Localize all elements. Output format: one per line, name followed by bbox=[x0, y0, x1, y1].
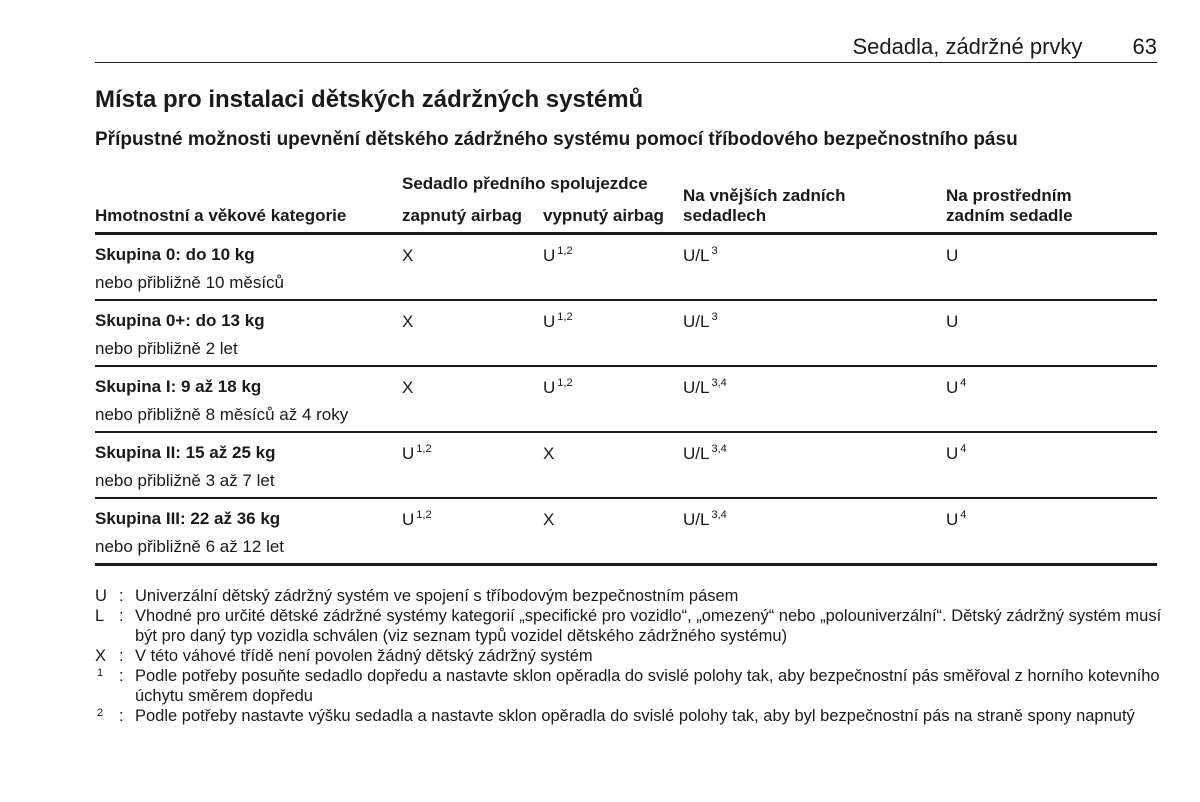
cell-airbag-on: X bbox=[402, 312, 414, 331]
legend-text: Univerzální dětský zádržný systém ve spojení s tříbodovým bezpečnostním pásem bbox=[135, 587, 739, 605]
cell-airbag-off: U $^{1,2}$ bbox=[543, 311, 573, 331]
cell-outer-rear: U/L $^3$ bbox=[683, 245, 718, 265]
legend-key: U bbox=[95, 587, 107, 605]
footnote-ref: 1,2 bbox=[557, 311, 573, 323]
legend-key: X bbox=[95, 647, 107, 665]
header-outer-rear-line2: sedadlech bbox=[683, 206, 767, 225]
group-label: Skupina 0+: do 13 kg bbox=[95, 311, 265, 330]
footnote-ref: 4 bbox=[960, 443, 967, 455]
header-airbag-on: zapnutý airbag bbox=[402, 206, 522, 225]
legend-text: Podle potřeby posuňte sedadlo dopředu a nastavte sklon opěradla do svislé polohy tak, aby bezpečnostní pás směřoval z horního kotevního úchytu směrem dopředu bbox=[135, 667, 1160, 705]
footnote-ref: 1,2 bbox=[416, 443, 432, 455]
table-header bbox=[95, 168, 1157, 235]
cell-airbag-off: U $^{1,2}$ bbox=[543, 245, 573, 265]
cell-outer-rear: U/L $^{3,4}$ bbox=[683, 509, 727, 529]
footnote-ref: 3,4 bbox=[711, 509, 727, 521]
legend-key: L bbox=[95, 607, 105, 625]
running-head bbox=[852, 34, 1157, 60]
table-row bbox=[95, 367, 1157, 433]
legend-text: V této váhové třídě není povolen žádný dětský zádržný systém bbox=[135, 647, 593, 665]
cell-middle-rear: U $^4$ bbox=[946, 377, 967, 397]
legend-colon: : bbox=[119, 607, 124, 625]
cell-outer-rear: U/L $^{3,4}$ bbox=[683, 443, 727, 463]
footnote-ref: 4 bbox=[960, 509, 967, 521]
legend bbox=[95, 586, 1175, 726]
header-airbag-off: vypnutý airbag bbox=[543, 206, 664, 225]
cell-airbag-off: U $^{1,2}$ bbox=[543, 377, 573, 397]
footnote-ref: 3,4 bbox=[711, 443, 727, 455]
header-front-seat: Sedadlo předního spolujezdce bbox=[402, 174, 648, 193]
cell-middle-rear: U bbox=[946, 246, 959, 265]
group-label: Skupina I: 9 až 18 kg bbox=[95, 377, 262, 396]
legend-item bbox=[95, 586, 1175, 606]
footnote-ref: 1,2 bbox=[557, 377, 573, 389]
cell-outer-rear: U/L $^3$ bbox=[683, 311, 718, 331]
legend-key: 2 bbox=[97, 707, 104, 719]
child-restraint-table bbox=[95, 168, 1157, 566]
cell-airbag-on: U $^{1,2}$ bbox=[402, 509, 432, 529]
cell-airbag-off: X bbox=[543, 444, 555, 463]
page-heading: Místa pro instalaci dětských zádržných systémů bbox=[95, 86, 644, 113]
group-age: nebo přibližně 10 měsíců bbox=[95, 273, 285, 292]
group-age: nebo přibližně 6 až 12 let bbox=[95, 537, 285, 556]
table-row bbox=[95, 235, 1157, 301]
group-label: Skupina II: 15 až 25 kg bbox=[95, 443, 276, 462]
footnote-ref: 1,2 bbox=[416, 509, 432, 521]
table-row bbox=[95, 301, 1157, 367]
header-middle-rear-line1: Na prostředním bbox=[946, 186, 1072, 205]
legend-colon: : bbox=[119, 707, 124, 725]
group-age: nebo přibližně 8 měsíců až 4 roky bbox=[95, 405, 349, 424]
cell-outer-rear: U/L $^{3,4}$ bbox=[683, 377, 727, 397]
group-age: nebo přibližně 2 let bbox=[95, 339, 238, 358]
cell-airbag-on: X bbox=[402, 378, 414, 397]
legend-colon: : bbox=[119, 647, 124, 665]
legend-text: Podle potřeby nastavte výšku sedadla a nastavte sklon opěradla do svislé polohy tak, aby byl bezpečnostní pás na straně spony napnutý bbox=[135, 707, 1135, 725]
legend-colon: : bbox=[119, 587, 124, 605]
group-label: Skupina 0: do 10 kg bbox=[95, 245, 255, 264]
cell-airbag-on: X bbox=[402, 246, 414, 265]
footnote-ref: 4 bbox=[960, 377, 967, 389]
legend-item bbox=[95, 666, 1175, 706]
page-number: 63 bbox=[1132, 34, 1157, 59]
footnote-ref: 3 bbox=[711, 311, 718, 323]
legend-item bbox=[95, 606, 1175, 646]
cell-airbag-on: U $^{1,2}$ bbox=[402, 443, 432, 463]
footnote-ref: 1,2 bbox=[557, 245, 573, 257]
legend-item bbox=[95, 646, 1175, 666]
table-row bbox=[95, 499, 1157, 566]
legend-text: Vhodné pro určité dětské zádržné systémy kategorií „specifické pro vozidlo“, „omezený“ nebo „polouniverzální“. Dětský zádržný systém musí být pro daný typ vozidla schválen (viz seznam typů vozidel dětského zádržného systému) bbox=[135, 607, 1162, 645]
cell-airbag-off: X bbox=[543, 510, 555, 529]
table-row bbox=[95, 433, 1157, 499]
footnote-ref: 3,4 bbox=[711, 377, 727, 389]
legend-item bbox=[95, 706, 1175, 726]
legend-colon: : bbox=[119, 667, 124, 685]
cell-middle-rear: U $^4$ bbox=[946, 443, 967, 463]
table-caption: Přípustné možnosti upevnění dětského zádržného systému pomocí tříbodového bezpečnostního pásu bbox=[95, 129, 1018, 150]
header-outer-rear-line1: Na vnějších zadních bbox=[683, 186, 846, 205]
cell-middle-rear: U $^4$ bbox=[946, 509, 967, 529]
footnote-ref: 3 bbox=[711, 245, 718, 257]
legend-key: 1 bbox=[97, 667, 104, 679]
group-label: Skupina III: 22 až 36 kg bbox=[95, 509, 281, 528]
section-title: Sedadla, zádržné prvky bbox=[852, 34, 1083, 59]
header-middle-rear-line2: zadním sedadle bbox=[946, 206, 1073, 225]
cell-middle-rear: U bbox=[946, 312, 959, 331]
header-rule bbox=[95, 62, 1157, 63]
header-category: Hmotnostní a věkové kategorie bbox=[95, 206, 347, 225]
group-age: nebo přibližně 3 až 7 let bbox=[95, 471, 275, 490]
